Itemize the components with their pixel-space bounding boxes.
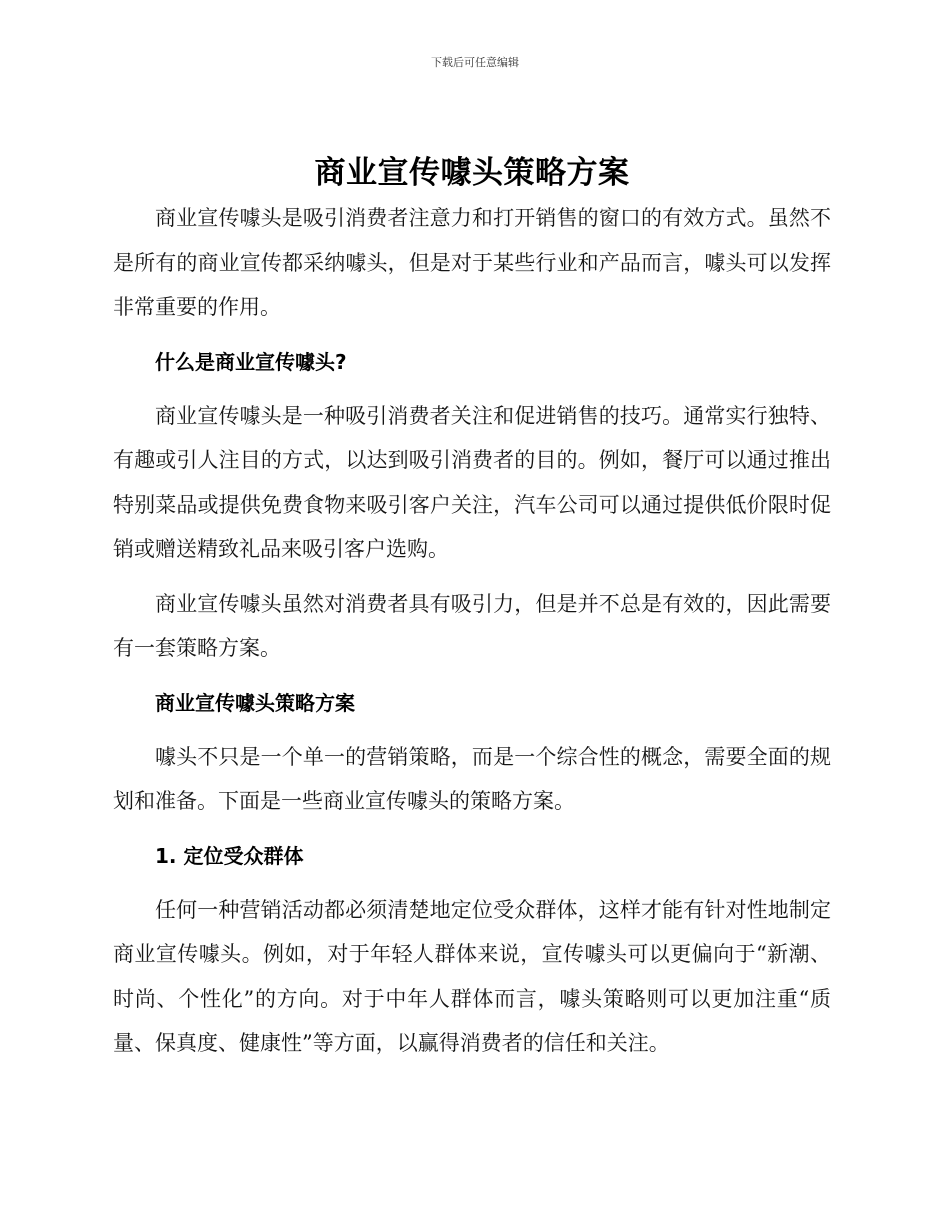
spacer [113, 572, 831, 582]
what-paragraph-2: 商业宣传噱头虽然对消费者具有吸引力，但是并不总是有效的，因此需要有一套策略方案。 [113, 591, 831, 660]
spacer [113, 384, 831, 394]
document-title: 商业宣传噱头策略方案 [314, 155, 630, 191]
plan-paragraph-1: 噱头不只是一个单一的营销策略，而是一个综合性的概念，需要全面的规划和准备。下面是一些商业宣传噱头的策略方案。 [113, 744, 831, 813]
section-heading-plan: 商业宣传噱头策略方案 [155, 690, 355, 715]
section-heading-what: 什么是商业宣传噱头? [155, 349, 347, 374]
spacer [113, 824, 831, 834]
page-header-note: 下载后可任意编辑 [431, 56, 519, 69]
intro-paragraph: 商业宣传噱头是吸引消费者注意力和打开销售的窗口的有效方式。虽然不是所有的商业宣传都采纳噱头，但是对于某些行业和产品而言，噱头可以发挥非常重要的作用。 [113, 206, 831, 319]
what-paragraph-1: 商业宣传噱头是一种吸引消费者关注和促进销售的技巧。通常实行独特、有趣或引人注目的方式，以达到吸引消费者的目的。例如，餐厅可以通过推出特别菜品或提供免费食物来吸引客户关注，汽车公司可以通过提供低价限时促销或赠送精致礼品来吸引客户选购。 [113, 403, 831, 561]
spacer [113, 671, 831, 681]
spacer [113, 725, 831, 735]
spacer [113, 330, 831, 340]
document-body [113, 150, 831, 1066]
section-heading-1: 1. 定位受众群体 [155, 843, 304, 868]
spacer [113, 878, 831, 888]
positioning-paragraph: 任何一种营销活动都必须清楚地定位受众群体，这样才能有针对性地制定商业宣传噱头。例如，对于年轻人群体来说，宣传噱头可以更偏向于“新潮、时尚、个性化”的方向。对于中年人群体而言，噱头策略则可以更加注重“质量、保真度、健康性”等方面，以赢得消费者的信任和关注。 [113, 897, 831, 1055]
